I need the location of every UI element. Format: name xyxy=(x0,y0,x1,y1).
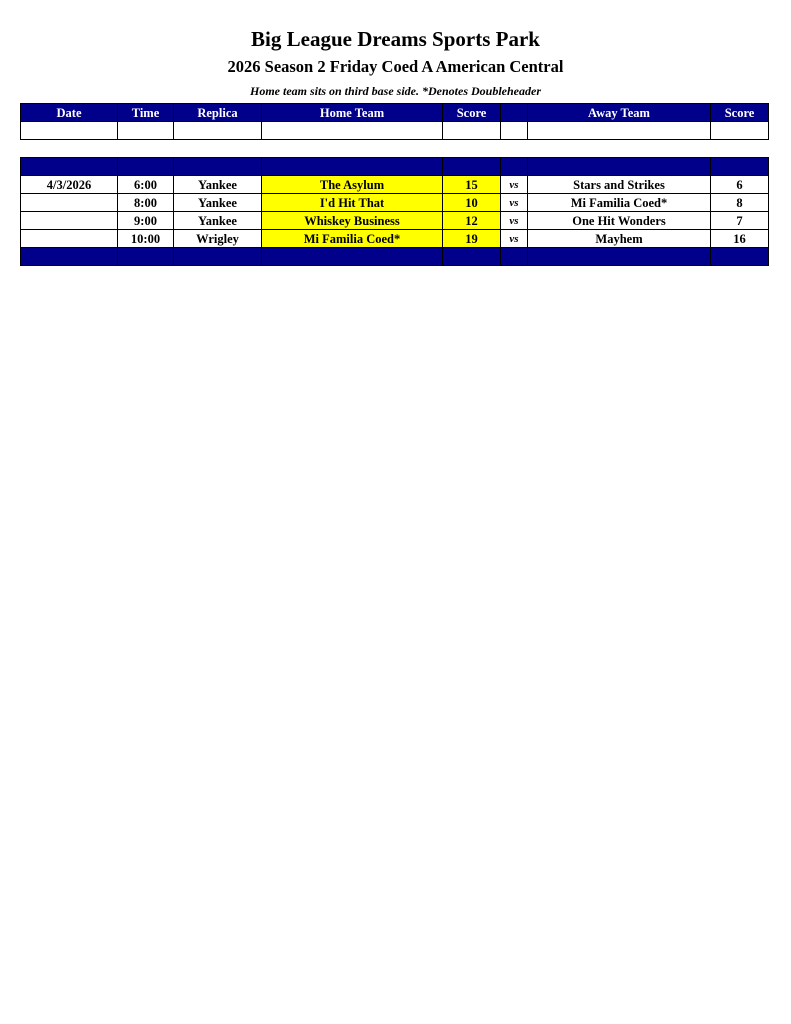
empty-cell xyxy=(262,122,443,140)
col-header-home-score: Score xyxy=(443,104,501,122)
table-row xyxy=(21,194,769,212)
empty-cell xyxy=(528,122,711,140)
cell-vs: vs xyxy=(501,230,528,248)
cell-away-team: Stars and Strikes xyxy=(528,176,711,194)
cell-home-team: I'd Hit That xyxy=(262,194,443,212)
header-row xyxy=(21,104,769,122)
blank-row xyxy=(21,122,769,140)
empty-cell xyxy=(262,158,443,176)
empty-cell xyxy=(21,248,118,266)
cell-home-score: 12 xyxy=(443,212,501,230)
empty-cell xyxy=(262,248,443,266)
empty-cell xyxy=(174,140,262,158)
empty-cell xyxy=(501,248,528,266)
empty-cell xyxy=(501,140,528,158)
col-header-date: Date xyxy=(21,104,118,122)
cell-vs: vs xyxy=(501,212,528,230)
empty-cell xyxy=(501,122,528,140)
empty-cell xyxy=(118,158,174,176)
cell-home-score: 10 xyxy=(443,194,501,212)
empty-cell xyxy=(528,248,711,266)
cell-home-team: Whiskey Business xyxy=(262,212,443,230)
cell-replica: Yankee xyxy=(174,194,262,212)
cell-away-score: 6 xyxy=(711,176,769,194)
empty-cell xyxy=(711,122,769,140)
cell-away-score: 8 xyxy=(711,194,769,212)
empty-cell xyxy=(711,248,769,266)
cell-away-team: Mayhem xyxy=(528,230,711,248)
empty-cell xyxy=(21,122,118,140)
cell-away-team: Mi Familia Coed* xyxy=(528,194,711,212)
cell-home-score: 15 xyxy=(443,176,501,194)
cell-away-score: 16 xyxy=(711,230,769,248)
schedule-table xyxy=(20,103,769,266)
empty-cell xyxy=(118,248,174,266)
page-title: Big League Dreams Sports Park xyxy=(251,27,540,51)
empty-cell xyxy=(118,122,174,140)
empty-cell xyxy=(711,158,769,176)
col-header-replica: Replica xyxy=(174,104,262,122)
empty-cell xyxy=(443,140,501,158)
cell-date xyxy=(21,230,118,248)
spacer-row xyxy=(21,140,769,158)
empty-cell xyxy=(174,158,262,176)
cell-time: 8:00 xyxy=(118,194,174,212)
cell-home-team: Mi Familia Coed* xyxy=(262,230,443,248)
empty-cell xyxy=(528,158,711,176)
empty-cell xyxy=(501,158,528,176)
empty-cell xyxy=(711,140,769,158)
empty-cell xyxy=(443,248,501,266)
col-header-time: Time xyxy=(118,104,174,122)
cell-date xyxy=(21,194,118,212)
divider-row xyxy=(21,158,769,176)
cell-replica: Wrigley xyxy=(174,230,262,248)
empty-cell xyxy=(443,158,501,176)
cell-away-score: 7 xyxy=(711,212,769,230)
page-note: Home team sits on third base side. *Denotes Doubleheader xyxy=(250,84,541,98)
empty-cell xyxy=(262,140,443,158)
cell-away-team: One Hit Wonders xyxy=(528,212,711,230)
table-row xyxy=(21,212,769,230)
col-header-away-score: Score xyxy=(711,104,769,122)
cell-replica: Yankee xyxy=(174,176,262,194)
col-header-vs xyxy=(501,104,528,122)
cell-time: 6:00 xyxy=(118,176,174,194)
cell-replica: Yankee xyxy=(174,212,262,230)
cell-time: 10:00 xyxy=(118,230,174,248)
empty-cell xyxy=(443,122,501,140)
col-header-away-team: Away Team xyxy=(528,104,711,122)
cell-date xyxy=(21,212,118,230)
cell-home-team: The Asylum xyxy=(262,176,443,194)
cell-date: 4/3/2026 xyxy=(21,176,118,194)
empty-cell xyxy=(174,248,262,266)
cell-home-score: 19 xyxy=(443,230,501,248)
empty-cell xyxy=(21,140,118,158)
cell-vs: vs xyxy=(501,176,528,194)
footer-row xyxy=(21,248,769,266)
table-row xyxy=(21,230,769,248)
page-subtitle: 2026 Season 2 Friday Coed A American Central xyxy=(227,57,564,76)
empty-cell xyxy=(118,140,174,158)
empty-cell xyxy=(21,158,118,176)
cell-vs: vs xyxy=(501,194,528,212)
col-header-home-team: Home Team xyxy=(262,104,443,122)
table-row xyxy=(21,176,769,194)
empty-cell xyxy=(528,140,711,158)
empty-cell xyxy=(174,122,262,140)
cell-time: 9:00 xyxy=(118,212,174,230)
